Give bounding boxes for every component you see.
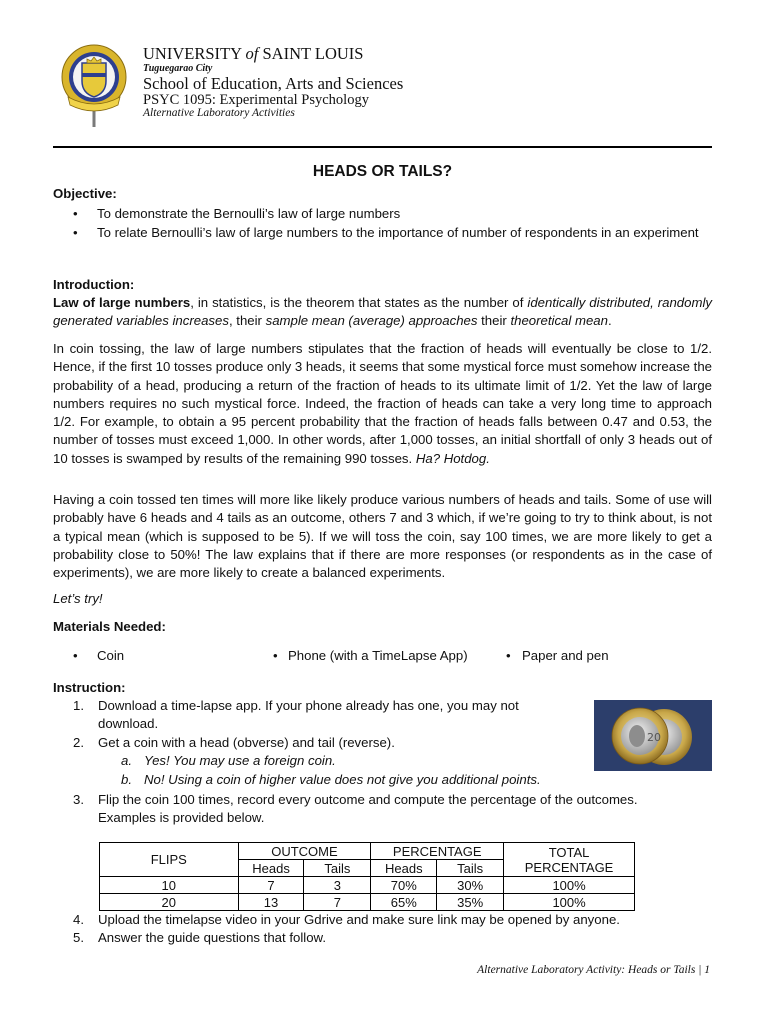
step-4: 4. Upload the timelapse video in your Gdrive and make sure link may be opened by anyone. <box>73 912 620 927</box>
university-name: UNIVERSITY of SAINT LOUIS <box>143 44 364 63</box>
material-item-paper: • Paper and pen <box>506 648 609 663</box>
page-number: 1 <box>704 964 710 976</box>
list-item: • To relate Bernoulli’s law of large numbers to the importance of number of respondents in an experiment <box>53 224 712 242</box>
coin-tens-paragraph: Having a coin tossed ten times will more like likely produce various numbers of heads and tails. Some of use will probably have 6 heads and 4 tails as an outcome, others 7 and 3 which, if we’re going to try to think about, is not a typical mean (which is supposed to be 5). If we will toss the coin, say 100 times, we are more likely to get a probability close to 50%! The law explains that if there are more responses (or respondents as in the case of experiments), we are more likely to create a balanced experiments. <box>53 492 712 581</box>
material-item-coin: • Coin <box>73 648 125 663</box>
list-item: • To demonstrate the Bernoulli’s law of large numbers <box>53 205 712 223</box>
introduction-heading: Introduction: <box>53 277 135 292</box>
step-3: 3. Flip the coin 100 times, record every outcome and compute the percentage of the outcomes. Examples is provided below. <box>73 792 638 826</box>
heads-pct-header: Heads <box>371 860 437 877</box>
tails-pct-header: Tails <box>437 860 504 877</box>
lets-try-text: Let’s try! <box>53 591 103 606</box>
table-row: 20 13 7 65% 35% 100% <box>100 894 635 911</box>
header-divider <box>53 146 712 148</box>
coin-tossing-paragraph: In coin tossing, the law of large numbers stipulates that the fraction of heads will eventually be close to 1/2. Hence, if the first 10 tosses produce only 3 heads, it seems that some mystical force must somehow increase the probability of a head, producing a return of the fraction of heads to its ultimate limit of 1/2. Yet the law of large numbers requires no such mystical force. Indeed, the fraction of heads can take a very long time to approach 1/2. For example, to obtain a 95 percent probability that the fraction of heads falls between 0.47 and 0.53, the number of tosses must exceed 1,000. In other words, after 1,000 tosses, an initial shortfall of only 3 heads out of 10 tosses is swamped by results of the remaining 990 tosses. Ha? Hotdog. <box>53 341 712 466</box>
instruction-heading: Instruction: <box>53 680 126 695</box>
substep-b: b. No! Using a coin of higher value does not give you additional points. <box>121 772 541 787</box>
percentage-header: PERCENTAGE <box>371 843 504 860</box>
example-results-table <box>99 842 635 911</box>
course-name: PSYC 1095: Experimental Psychology <box>143 92 369 108</box>
materials-heading: Materials Needed: <box>53 619 166 634</box>
step-1: 1. Download a time-lapse app. If your phone already has one, you may not download. <box>73 698 519 732</box>
step-5: 5. Answer the guide questions that follow. <box>73 930 326 945</box>
table-header-row <box>100 843 635 860</box>
coin-image <box>594 700 712 771</box>
flips-header: FLIPS <box>100 843 239 877</box>
total-percentage-header: TOTAL PERCENTAGE <box>504 843 635 877</box>
coin-value-label: 20 <box>647 731 661 744</box>
substep-a: a. Yes! You may use a foreign coin. <box>121 753 336 768</box>
definition-paragraph: Law of large numbers, in statistics, is the theorem that states as the number of identically distributed, randomly generated variables increases, their sample mean (average) approaches their theoretical mean. <box>53 295 712 329</box>
tails-header: Tails <box>304 860 371 877</box>
heads-header: Heads <box>238 860 304 877</box>
activity-subtitle: Alternative Laboratory Activities <box>143 107 295 119</box>
table-row: 10 7 3 70% 30% 100% <box>100 877 635 894</box>
university-seal <box>58 37 130 129</box>
school-name: School of Education, Arts and Sciences <box>143 74 404 93</box>
objective-list <box>53 205 712 243</box>
outcome-header: OUTCOME <box>238 843 371 860</box>
material-item-phone: • Phone (with a TimeLapse App) <box>273 648 468 663</box>
page-footer: Alternative Laboratory Activity: Heads or Tails | 1 <box>477 964 710 976</box>
city-name: Tuguegarao City <box>143 63 213 74</box>
page-title: HEADS OR TAILS? <box>312 163 453 180</box>
objective-heading: Objective: <box>53 186 117 201</box>
step-2: 2. Get a coin with a head (obverse) and tail (reverse). <box>73 735 395 750</box>
